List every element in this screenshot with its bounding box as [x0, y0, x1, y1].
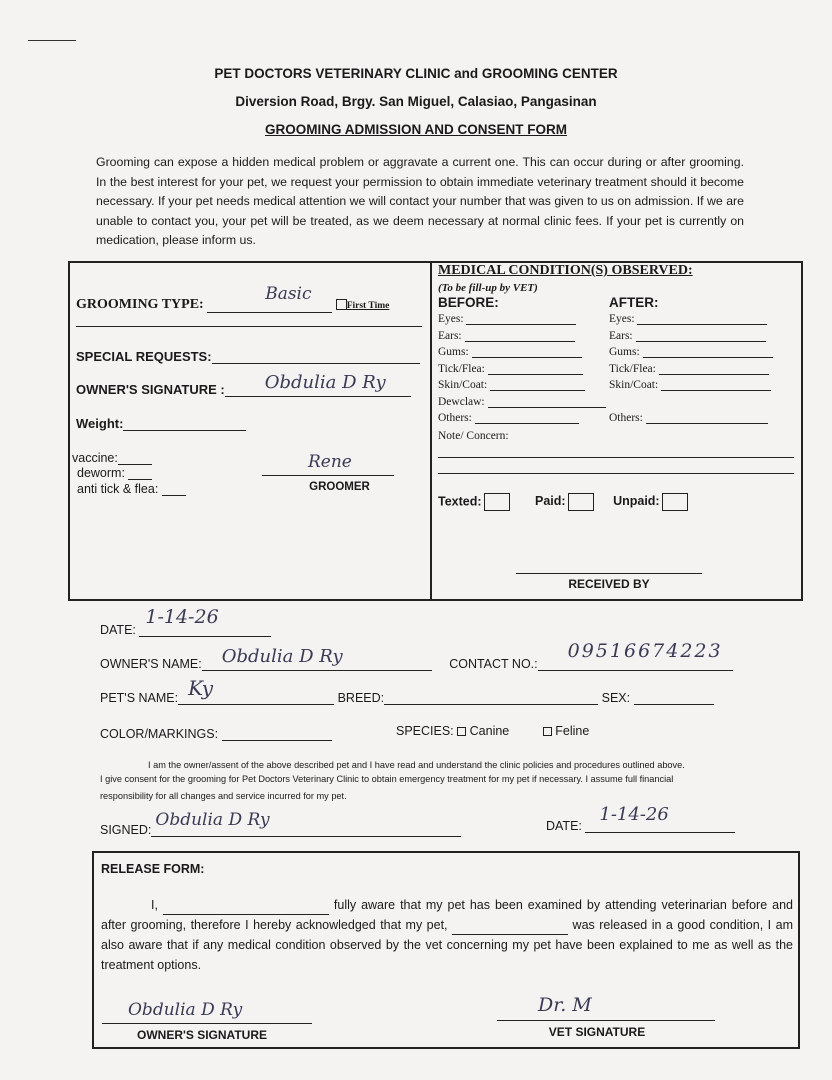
special-requests-field[interactable] [76, 349, 420, 364]
color-markings-label: COLOR/MARKINGS: [100, 727, 219, 741]
note-line-2[interactable] [438, 473, 794, 474]
release-owner-signature-label: OWNER'S SIGNATURE [137, 1028, 267, 1042]
signed-field[interactable] [100, 810, 461, 837]
grooming-type-label: GROOMING TYPE: [76, 297, 204, 312]
after-row-label: Eyes: [609, 313, 635, 325]
consent-date-label: DATE: [546, 819, 582, 833]
before-row-label: Skin/Coat: [438, 379, 488, 391]
sex-label: SEX: [601, 691, 631, 705]
release-owner-signature-line[interactable] [102, 1023, 312, 1024]
before-label: BEFORE: [438, 295, 499, 310]
before-row-label: Ears: [438, 330, 462, 342]
grooming-type-value: Basic [265, 284, 312, 304]
clinic-address: Diversion Road, Brgy. San Miguel, Calasiao, Pangasinan [235, 94, 597, 109]
received-by-label: RECEIVED BY [568, 577, 650, 591]
consent-date-value: 1-14-26 [599, 804, 669, 825]
after-tickflea-field[interactable] [609, 363, 769, 379]
medical-subtitle: (To be fill-up by VET) [438, 282, 538, 294]
breed-field[interactable] [338, 691, 599, 705]
after-others-field[interactable] [609, 412, 768, 428]
color-markings-field[interactable] [100, 726, 332, 741]
feline-label: Feline [555, 724, 590, 738]
after-eyes-field[interactable] [609, 313, 767, 329]
pet-name-value: Ky [188, 676, 214, 700]
vet-signature-label: VET SIGNATURE [548, 1025, 646, 1039]
antitick-label: anti tick & flea: [77, 482, 159, 496]
release-owner-signature-value: Obdulia D Ry [128, 1000, 243, 1020]
vet-signature-line[interactable] [497, 1020, 715, 1021]
intro-paragraph: Grooming can expose a hidden medical problem or aggravate a current one. This can occur during or after grooming. In the best interest for your pet, we request your permission to obtain immediate veterinary treatment should it become necessary. If your pet needs medical attention we will contact your number that was given to us on admission. If we are unable to contact you, your pet will be treated, as we deem necessary at normal clinic fees. If your pet is currently on medication, please inform us. [96, 155, 744, 247]
after-row-label: Gums: [609, 346, 640, 358]
before-eyes-field[interactable] [438, 313, 576, 329]
form-title: GROOMING ADMISSION AND CONSENT FORM [265, 122, 567, 137]
paid-checkbox[interactable] [568, 493, 594, 511]
pet-name-label: PET'S NAME: [100, 691, 179, 705]
release-text-end: was released in a good condition, I am also aware that if any medical condition observed by the vet concerning my pet have been explained to me as well as the treatment options. [101, 918, 793, 972]
date-label: DATE: [100, 623, 136, 637]
consent-line-1: I am the owner/assent of the above described pet and I have read and understand the clinic policies and procedures outlined above. [148, 760, 685, 770]
sex-field[interactable] [602, 691, 714, 705]
owner-signature-label: OWNER'S SIGNATURE : [76, 382, 225, 397]
vet-signature-value: Dr. M [538, 994, 592, 1016]
before-row-label: Eyes: [438, 313, 464, 325]
consent-line-3: responsibility for all changes and service incurred for my pet. [100, 791, 347, 801]
after-row-label: Ears: [609, 330, 633, 342]
after-row-label: Skin/Coat: [609, 379, 659, 391]
groomer-signature-value: Rene [308, 452, 352, 472]
date-value: 1-14-26 [145, 606, 219, 628]
after-skincoat-field[interactable] [609, 379, 771, 395]
corner-mark [28, 40, 76, 41]
before-ears-field[interactable] [438, 330, 575, 346]
note-line-1[interactable] [438, 457, 794, 458]
before-row-label: Dewclaw: [438, 396, 485, 408]
before-row-label: Others: [438, 412, 472, 424]
texted-label: Texted: [438, 494, 482, 509]
special-requests-label: SPECIAL REQUESTS: [76, 349, 212, 364]
antitick-field[interactable] [77, 482, 186, 496]
after-row-label: Others: [609, 412, 643, 424]
vaccine-field[interactable] [72, 451, 152, 465]
signed-value: Obdulia D Ry [155, 810, 270, 830]
deworm-field[interactable] [77, 466, 152, 480]
release-i: I, [151, 898, 158, 912]
unpaid-label: Unpaid: [613, 494, 660, 509]
before-dewclaw-field[interactable] [438, 396, 606, 412]
received-by-line[interactable] [516, 573, 702, 574]
before-others-field[interactable] [438, 412, 579, 428]
grooming-type-line2 [76, 326, 422, 327]
after-label: AFTER: [609, 295, 659, 310]
after-ears-field[interactable] [609, 330, 766, 346]
owner-name-value: Obdulia D Ry [221, 646, 343, 667]
weight-field[interactable] [76, 416, 246, 431]
owner-signature-value: Obdulia D Ry [264, 372, 386, 393]
after-row-label: Tick/Flea: [609, 363, 656, 375]
contact-value: 09516674223 [567, 640, 723, 662]
after-gums-field[interactable] [609, 346, 773, 362]
canine-label: Canine [469, 724, 510, 738]
release-pet-name-blank[interactable] [452, 922, 568, 935]
consent-line-2: I give consent for the grooming for Pet Doctors Veterinary Clinic to obtain emergency treatment for my pet if necessary. I assume full financial [100, 774, 674, 784]
release-text-mid: fully aware that my pet has been examined by attending veterinarian before and after grooming, therefore I hereby acknowledged that my pet, [101, 898, 793, 932]
before-row-label: Tick/Flea: [438, 363, 485, 375]
consent-date-field[interactable] [546, 804, 735, 833]
medical-title: MEDICAL CONDITION(S) OBSERVED: [438, 263, 693, 278]
signed-label: SIGNED: [100, 823, 152, 837]
release-owner-name-blank[interactable] [163, 902, 329, 915]
species-label: SPECIES: [396, 724, 454, 738]
texted-checkbox[interactable] [484, 493, 510, 511]
before-tickflea-field[interactable] [438, 363, 583, 379]
release-paragraph [101, 895, 793, 975]
first-time-checkbox[interactable] [336, 299, 347, 310]
note-concern-label: Note/ Concern: [438, 430, 509, 442]
before-skincoat-field[interactable] [438, 379, 585, 395]
breed-label: BREED: [337, 691, 385, 705]
contact-label: CONTACT NO.: [449, 657, 538, 671]
date-field[interactable] [100, 606, 271, 637]
pet-name-field[interactable] [100, 676, 334, 705]
grooming-type-field[interactable] [76, 284, 390, 313]
clinic-name: PET DOCTORS VETERINARY CLINIC and GROOMING CENTER [214, 66, 618, 81]
deworm-label: deworm: [77, 466, 125, 480]
groomer-line [262, 475, 394, 476]
before-gums-field[interactable] [438, 346, 582, 362]
groomer-label: GROOMER [309, 481, 370, 493]
section-divider [430, 261, 432, 599]
species-field [396, 724, 589, 738]
owner-signature-field[interactable] [76, 372, 411, 397]
feline-checkbox[interactable] [543, 727, 552, 736]
pet-row [100, 676, 714, 705]
canine-checkbox[interactable] [457, 727, 466, 736]
unpaid-checkbox[interactable] [662, 493, 688, 511]
release-title: RELEASE FORM: [101, 862, 205, 876]
paid-label: Paid: [535, 494, 566, 509]
first-time-label: First Time [346, 301, 390, 311]
status-checkboxes [438, 493, 688, 511]
weight-label: Weight: [76, 416, 124, 431]
owner-name-label: OWNER'S NAME: [100, 657, 202, 671]
before-row-label: Gums: [438, 346, 469, 358]
owner-name-field[interactable] [100, 640, 733, 671]
vaccine-label: vaccine: [72, 451, 118, 465]
